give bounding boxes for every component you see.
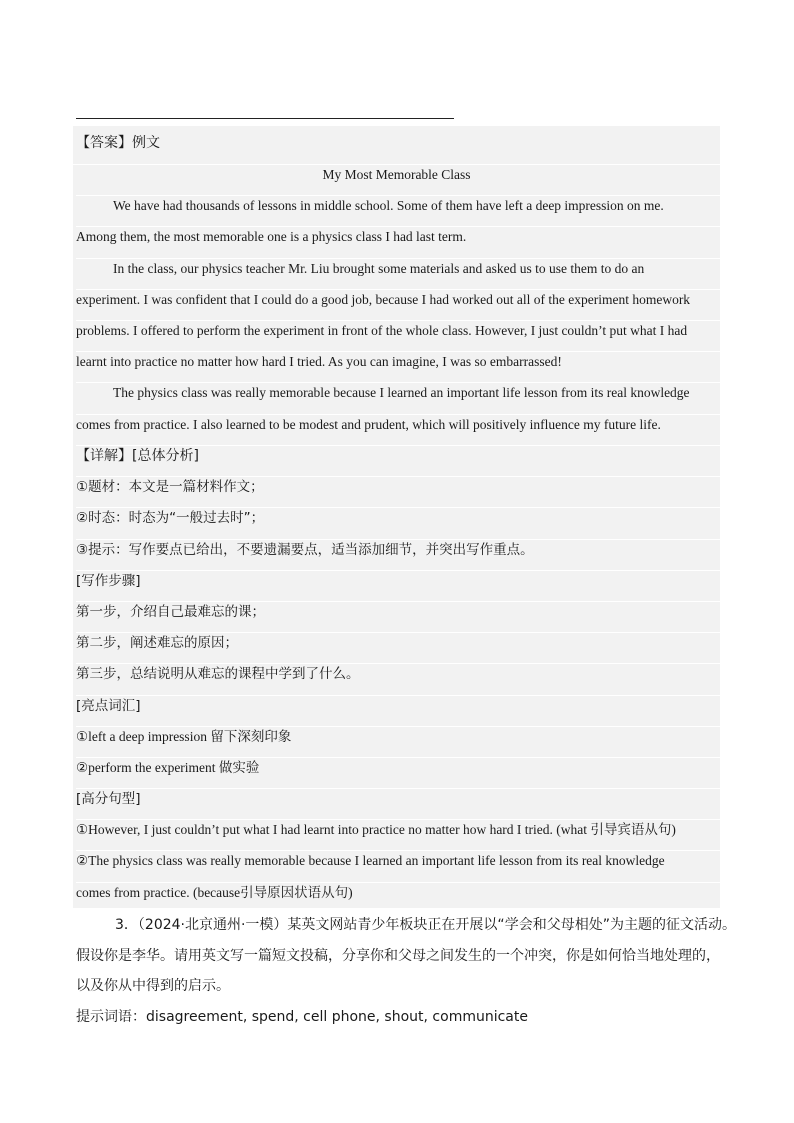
essay-para3-line2: comes from practice. I also learned to be modest and prudent, which will positively influence my future life. — [76, 414, 720, 435]
essay-para2-line3: problems. I offered to perform the experiment in front of the whole class. However, I just couldn’t put what I had — [76, 320, 720, 341]
essay-para2-line2: experiment. I was confident that I could do a good job, because I had worked out all of the experiment homework — [76, 289, 720, 310]
sentence-1: ①However, I just couldn’t put what I had learnt into practice no matter how hard I tried. (what 引导宾语从句) — [76, 819, 720, 840]
question-line3: 以及你从中得到的启示。 — [76, 978, 230, 994]
analysis-item-tense: ②时态：时态为“一般过去时”； — [76, 507, 720, 528]
essay-para1-line2: Among them, the most memorable one is a physics class I had last term. — [76, 226, 720, 247]
analysis-header: 【详解】[总体分析] — [76, 445, 720, 466]
step-2: 第二步，阐述难忘的原因； — [76, 632, 720, 653]
words-header: [亮点词汇] — [76, 695, 720, 716]
step-1: 第一步，介绍自己最难忘的课； — [76, 601, 720, 622]
sentences-header: [高分句型] — [76, 788, 720, 809]
essay-para2-line4: learnt into practice no matter how hard I tried. As you can imagine, I was so embarrassed! — [76, 351, 720, 372]
analysis-item-tips: ③提示：写作要点已给出，不要遗漏要点，适当添加细节，并突出写作重点。 — [76, 539, 720, 560]
highlight-word-1: ①left a deep impression 留下深刻印象 — [76, 726, 720, 747]
analysis-item-topic: ①题材：本文是一篇材料作文； — [76, 476, 720, 497]
step-3: 第三步，总结说明从难忘的课程中学到了什么。 — [76, 663, 720, 684]
essay-para1-line1: We have had thousands of lessons in middle school. Some of them have left a deep impression on me. — [76, 195, 757, 216]
sentence-2-line2: comes from practice. (because引导原因状语从句) — [76, 882, 720, 903]
highlight-word-2: ②perform the experiment 做实验 — [76, 757, 720, 778]
question-line2: 假设你是李华。请用英文写一篇短文投稿，分享你和父母之间发生的一个冲突，你是如何恰当地处理的， — [76, 948, 720, 964]
steps-header: [写作步骤] — [76, 570, 720, 591]
essay-para3-line1: The physics class was really memorable because I learned an important life lesson from its real knowledge — [76, 382, 757, 403]
question-hint: 提示词语：disagreement, spend, cell phone, shout, communicate — [76, 1009, 528, 1025]
essay-title: My Most Memorable Class — [73, 164, 720, 185]
essay-para2-line1: In the class, our physics teacher Mr. Liu brought some materials and asked us to use them to do an — [76, 258, 757, 279]
top-rule — [76, 118, 454, 119]
question-line1: 3．（2024·北京通州·一模）某英文网站青少年板块正在开展以“学会和父母相处”为主题的征文活动。 — [115, 917, 736, 933]
answer-header: 【答案】例文 — [76, 135, 160, 151]
sentence-2-line1: ②The physics class was really memorable because I learned an important life lesson from its real knowledge — [76, 850, 720, 871]
